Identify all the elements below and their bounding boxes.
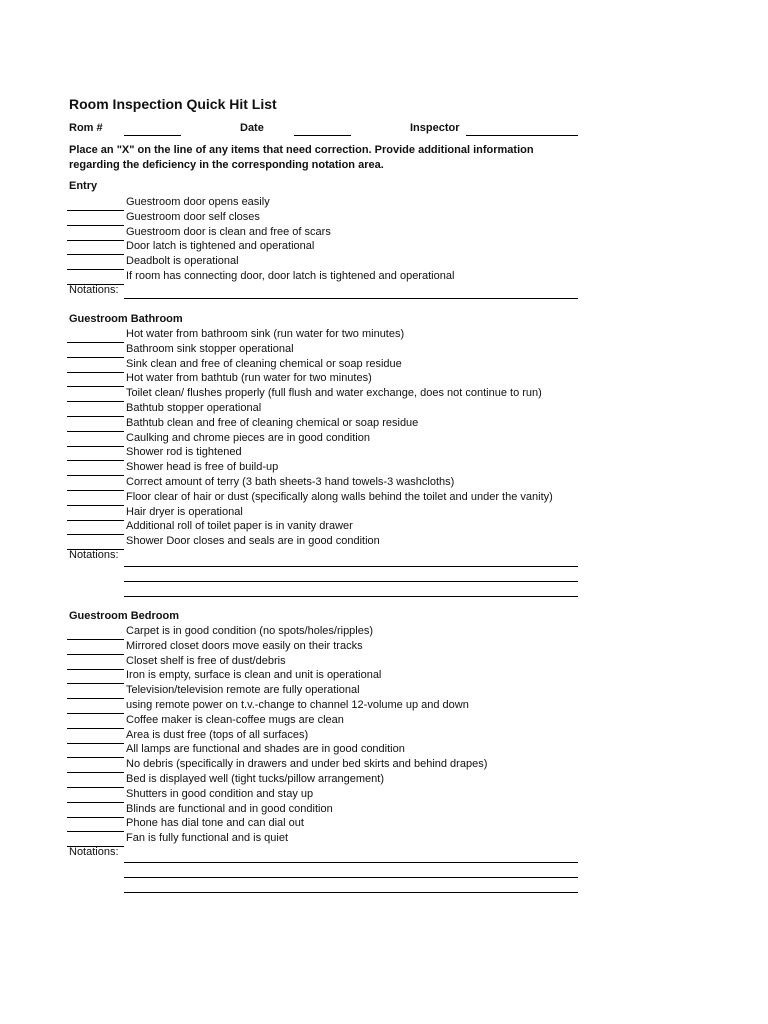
date-field[interactable] — [294, 135, 351, 136]
bedroom-item: using remote power on t.v.-change to channel 12-volume up and down — [126, 699, 469, 711]
entry-check-line[interactable] — [67, 210, 124, 211]
bedroom-item: No debris (specifically in drawers and under bed skirts and behind drapes) — [126, 758, 488, 771]
entry-item: Guestroom door self closes — [126, 210, 260, 223]
bedroom-item: Coffee maker is clean-coffee mugs are clean — [126, 713, 344, 726]
entry-section-title: Entry — [69, 180, 98, 192]
bedroom-check-line[interactable] — [67, 743, 124, 744]
entry-check-line[interactable] — [67, 240, 124, 241]
bathroom-check-line[interactable] — [67, 416, 124, 417]
bedroom-check-line[interactable] — [67, 728, 124, 729]
bathroom-item: Toilet clean/ flushes properly (full flush and water exchange, does not continue to run) — [126, 387, 542, 400]
date-label: Date — [240, 122, 264, 134]
entry-notations-label: Notations: — [69, 283, 119, 296]
bedroom-item: Closet shelf is free of dust/debris — [126, 654, 286, 667]
bathroom-check-line[interactable] — [67, 431, 124, 432]
room-number-field[interactable] — [124, 135, 181, 136]
bathroom-check-line[interactable] — [67, 534, 124, 535]
bedroom-item: Phone has dial tone and can dial out — [126, 817, 304, 830]
bathroom-notation-line[interactable] — [124, 581, 578, 582]
inspector-label: Inspector — [410, 122, 460, 134]
bathroom-item: Additional roll of toilet paper is in vanity drawer — [126, 520, 353, 533]
bathroom-check-line[interactable] — [67, 446, 124, 447]
bathroom-check-line[interactable] — [67, 372, 124, 373]
bathroom-check-line[interactable] — [67, 520, 124, 521]
page-title: Room Inspection Quick Hit List — [69, 96, 277, 112]
bathroom-item: Hot water from bathroom sink (run water for two minutes) — [126, 328, 405, 340]
bathroom-item: Sink clean and free of cleaning chemical or soap residue — [126, 357, 402, 370]
bedroom-check-line[interactable] — [67, 698, 124, 699]
bathroom-check-line[interactable] — [67, 342, 124, 343]
entry-item: Door latch is tightened and operational — [126, 240, 315, 253]
bedroom-item: Area is dust free (tops of all surfaces) — [126, 728, 309, 741]
instructions-line-2: regarding the deficiency in the corresponding notation area. — [69, 159, 384, 171]
entry-item: If room has connecting door, door latch is tightened and operational — [126, 270, 455, 282]
bathroom-item: Bathtub clean and free of cleaning chemical or soap residue — [126, 416, 419, 429]
instructions-line-1: Place an "X" on the line of any items that need correction. Provide additional information — [69, 144, 534, 156]
bedroom-check-line[interactable] — [67, 654, 124, 655]
bathroom-item: Shower Door closes and seals are in good condition — [126, 535, 380, 548]
bathroom-item: Shower rod is tightened — [126, 446, 242, 459]
bathroom-check-line[interactable] — [67, 505, 124, 506]
bedroom-item: Shutters in good condition and stay up — [126, 787, 314, 800]
bathroom-item: Hot water from bathtub (run water for two minutes) — [126, 372, 372, 385]
entry-item: Deadbolt is operational — [126, 255, 239, 268]
bedroom-notations-label: Notations: — [69, 846, 119, 858]
bedroom-notation-line[interactable] — [124, 877, 578, 878]
entry-check-line[interactable] — [67, 225, 124, 226]
bathroom-notations-label: Notations: — [69, 549, 119, 561]
bathroom-check-line[interactable] — [67, 475, 124, 476]
bedroom-item: Mirrored closet doors move easily on their tracks — [126, 639, 363, 652]
bedroom-item: Carpet is in good condition (no spots/holes/ripples) — [126, 625, 374, 637]
bedroom-check-line[interactable] — [67, 683, 124, 684]
bathroom-notation-line[interactable] — [124, 566, 578, 567]
bedroom-item: Fan is fully functional and is quiet — [126, 832, 289, 845]
entry-notation-line[interactable] — [124, 298, 578, 299]
bathroom-check-line[interactable] — [67, 460, 124, 461]
bathroom-check-line[interactable] — [67, 386, 124, 387]
bedroom-check-line[interactable] — [67, 757, 124, 758]
bedroom-item: Iron is empty, surface is clean and unit is operational — [126, 669, 382, 682]
bedroom-check-line[interactable] — [67, 713, 124, 714]
bedroom-check-line[interactable] — [67, 817, 124, 818]
bedroom-check-line[interactable] — [67, 802, 124, 803]
bedroom-notation-line[interactable] — [124, 862, 578, 863]
bathroom-check-line[interactable] — [67, 401, 124, 402]
bedroom-check-line[interactable] — [67, 669, 124, 670]
room-number-label: Rom # — [69, 122, 103, 134]
bedroom-check-line[interactable] — [67, 639, 124, 640]
bathroom-item: Correct amount of terry (3 bath sheets-3 hand towels-3 washcloths) — [126, 476, 455, 488]
bathroom-check-line[interactable] — [67, 357, 124, 358]
entry-item: Guestroom door opens easily — [126, 196, 270, 208]
bedroom-section-title: Guestroom Bedroom — [69, 610, 180, 622]
bedroom-check-line[interactable] — [67, 772, 124, 773]
bedroom-item: All lamps are functional and shades are in good condition — [126, 743, 405, 756]
bathroom-notation-line[interactable] — [124, 596, 578, 597]
inspector-field[interactable] — [466, 135, 578, 136]
entry-check-line[interactable] — [67, 254, 124, 255]
bedroom-notation-line[interactable] — [124, 892, 578, 893]
bathroom-item: Caulking and chrome pieces are in good condition — [126, 431, 370, 444]
bathroom-check-line[interactable] — [67, 490, 124, 491]
bathroom-item: Hair dryer is operational — [126, 505, 243, 518]
bedroom-item: Television/television remote are fully operational — [126, 684, 360, 697]
bathroom-item: Bathtub stopper operational — [126, 402, 262, 414]
bathroom-section-title: Guestroom Bathroom — [69, 313, 183, 325]
bedroom-item: Bed is displayed well (tight tucks/pillow arrangement) — [126, 773, 385, 785]
bedroom-item: Blinds are functional and in good condition — [126, 802, 333, 815]
bedroom-check-line[interactable] — [67, 831, 124, 832]
entry-check-line[interactable] — [67, 269, 124, 270]
bathroom-item: Shower head is free of build-up — [126, 461, 279, 474]
bathroom-item: Floor clear of hair or dust (specifically along walls behind the toilet and under the vanity) — [126, 490, 553, 503]
bathroom-item: Bathroom sink stopper operational — [126, 342, 294, 355]
entry-item: Guestroom door is clean and free of scars — [126, 225, 331, 238]
bedroom-check-line[interactable] — [67, 787, 124, 788]
